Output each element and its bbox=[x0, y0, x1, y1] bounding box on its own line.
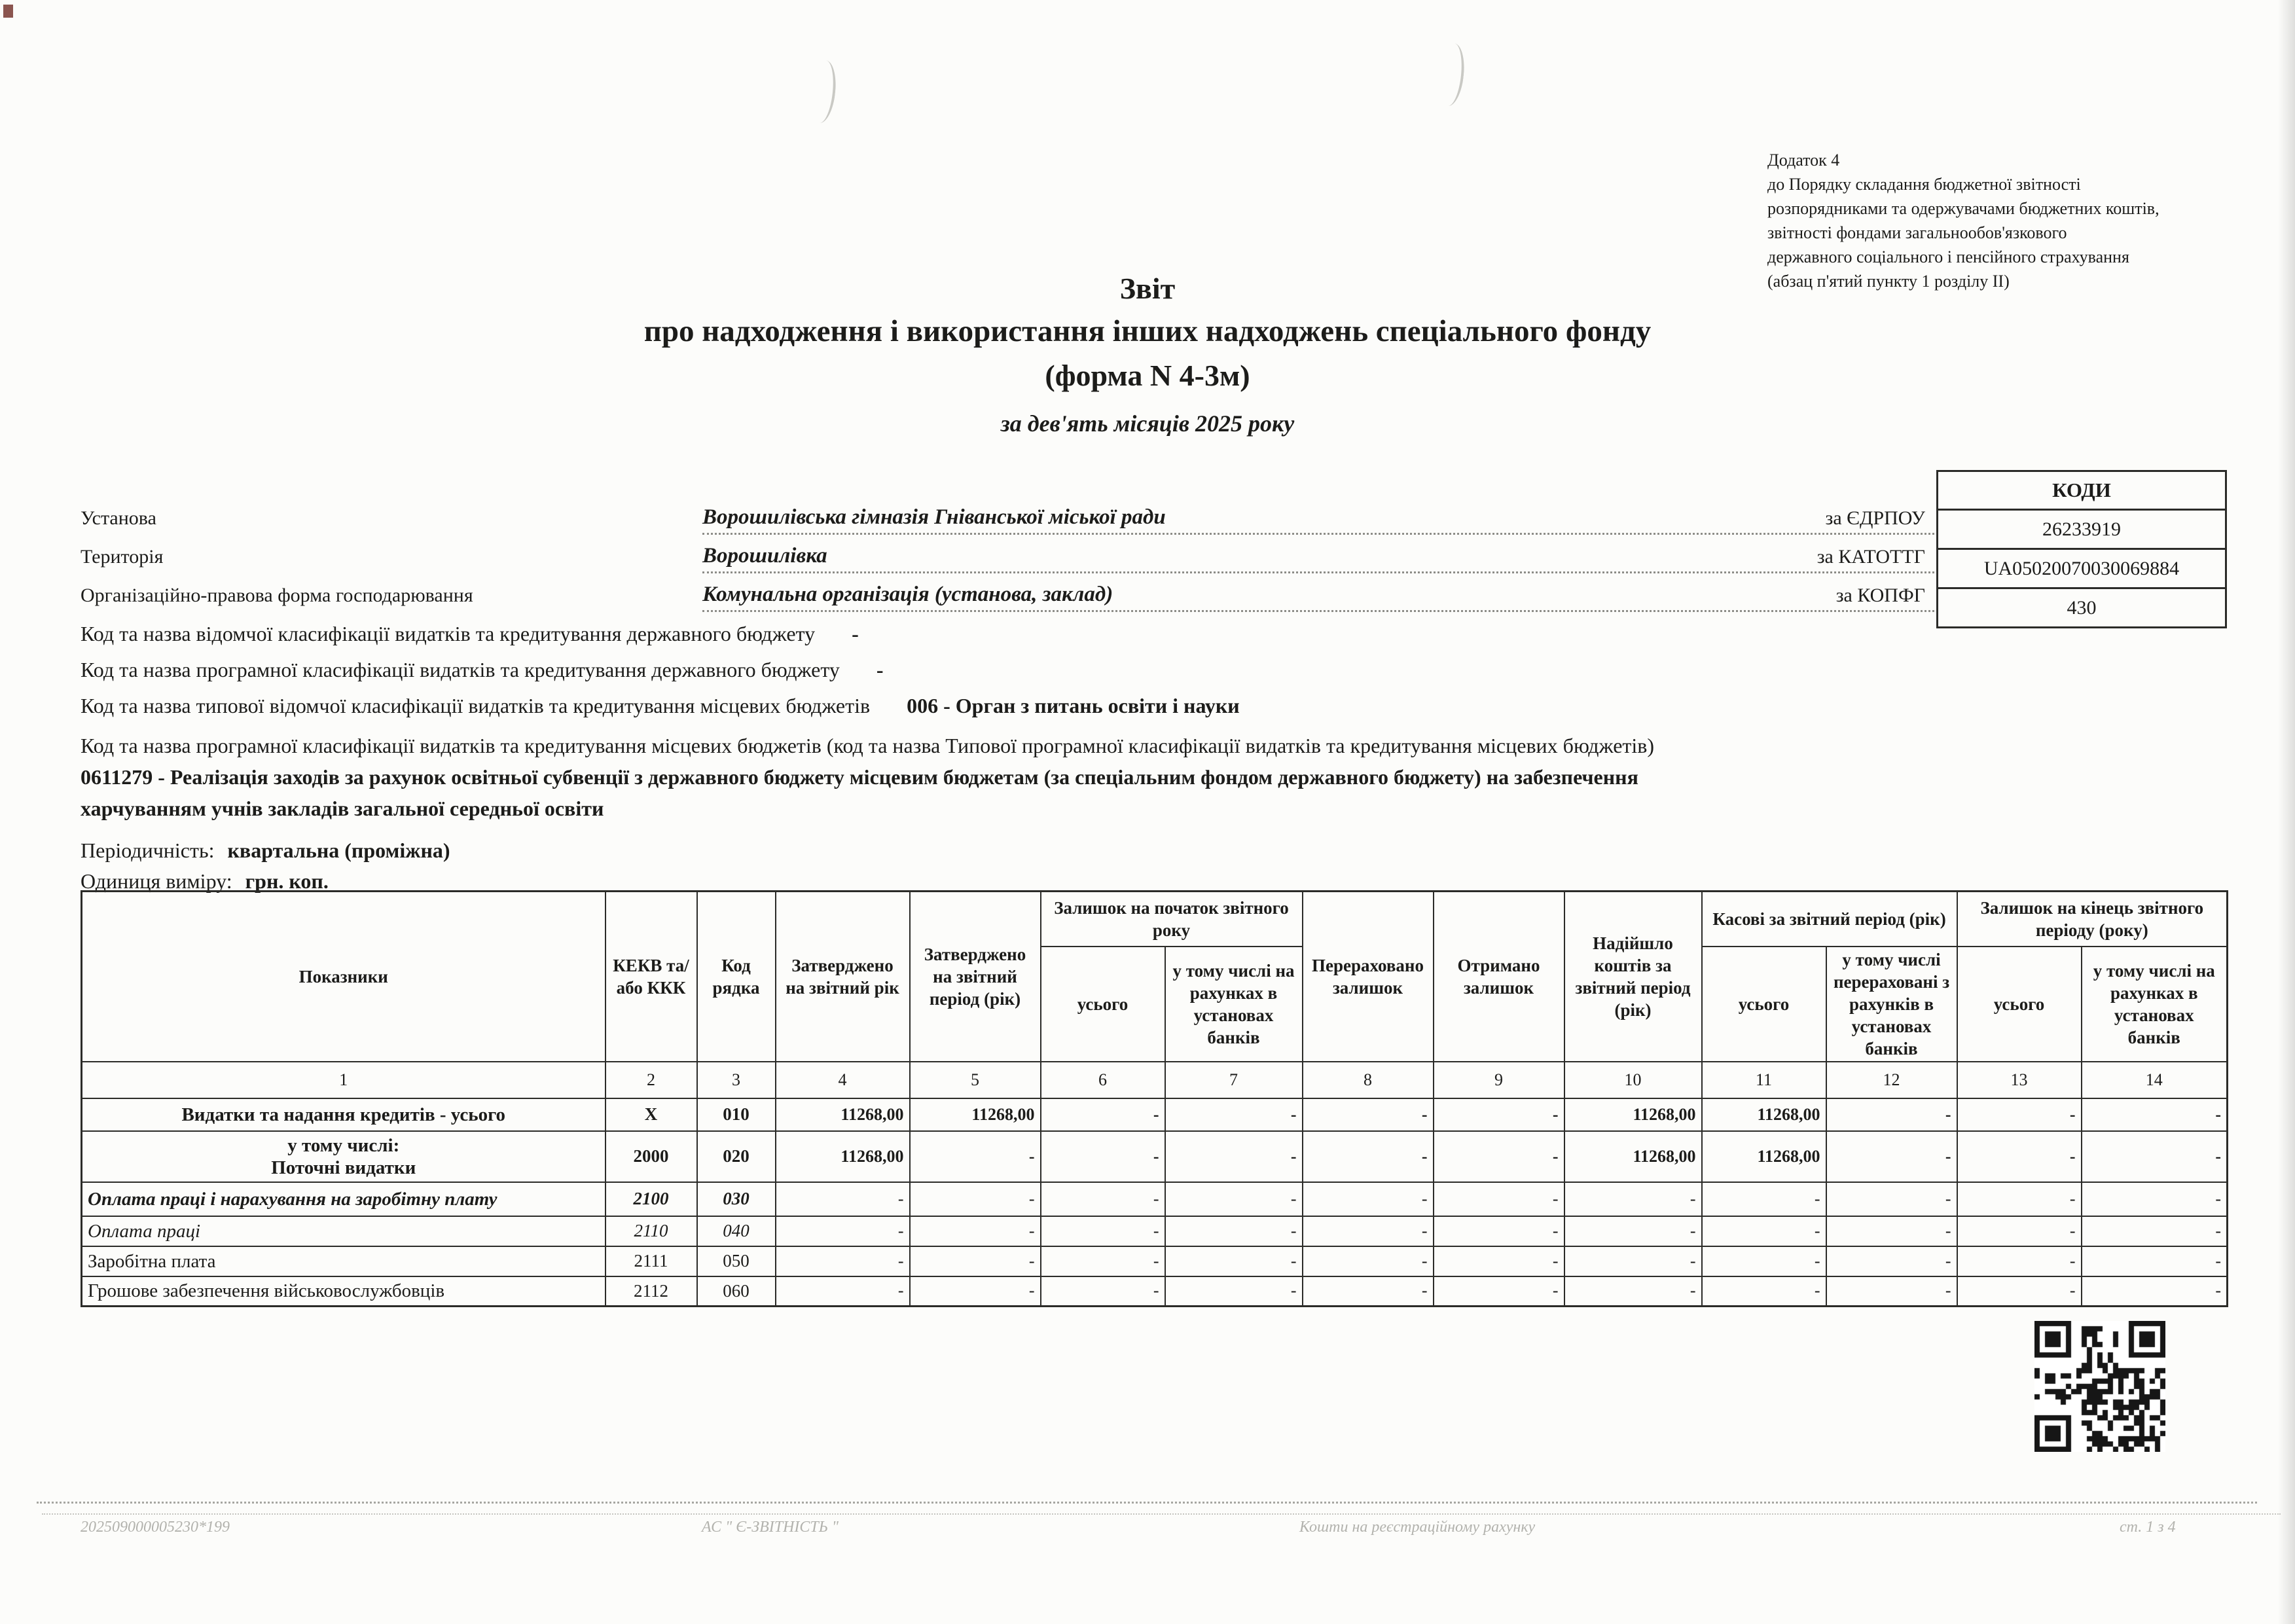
report-meta bbox=[81, 839, 1684, 893]
table-cell: 020 bbox=[697, 1131, 776, 1182]
table-cell: - bbox=[1303, 1131, 1434, 1182]
classification-block bbox=[81, 622, 1684, 900]
territory-label: Територія bbox=[81, 546, 164, 568]
col-header-approved-period: Затверджено на звітний період (рік) bbox=[910, 892, 1041, 1062]
table-cell: - bbox=[2082, 1276, 2228, 1307]
table-cell: - bbox=[1041, 1276, 1165, 1307]
table-cell: - bbox=[1303, 1246, 1434, 1276]
col-header-total-end: усього bbox=[1957, 947, 2082, 1062]
table-cell: - bbox=[1303, 1276, 1434, 1307]
classification-value: - bbox=[876, 658, 884, 681]
table-cell: - bbox=[1702, 1246, 1826, 1276]
kopfg-label: за КОПФГ bbox=[1835, 585, 1925, 606]
legal-form-label: Організаційно-правова форма господарювання bbox=[81, 585, 473, 606]
table-row bbox=[82, 1246, 2228, 1276]
col-header-cash-total: усього bbox=[1702, 947, 1826, 1062]
table-cell: - bbox=[1564, 1216, 1702, 1246]
col-header-bank-accounts-end: у тому числі на рахунках в установах банків bbox=[2082, 947, 2228, 1062]
table-cell: 2111 bbox=[605, 1246, 697, 1276]
table-cell: - bbox=[1434, 1182, 1564, 1216]
info-row-institution bbox=[81, 496, 1934, 535]
table-cell: 11268,00 bbox=[1564, 1131, 1702, 1182]
table-cell: - bbox=[2082, 1216, 2228, 1246]
appendix-line: (абзац п'ятий пункту 1 розділу ІІ) bbox=[1767, 272, 2010, 291]
table-cell: - bbox=[1957, 1098, 2082, 1131]
table-cell: 010 bbox=[697, 1098, 776, 1131]
report-title bbox=[0, 271, 2295, 437]
table-cell: - bbox=[1434, 1098, 1564, 1131]
table-cell: 060 bbox=[697, 1276, 776, 1307]
table-cell: - bbox=[1041, 1098, 1165, 1131]
table-cell: 040 bbox=[697, 1216, 776, 1246]
table-cell: - bbox=[2082, 1098, 2228, 1131]
qr-code bbox=[2034, 1321, 2165, 1452]
table-cell: 11268,00 bbox=[776, 1131, 910, 1182]
katottg-code: UA05020070030069884 bbox=[1938, 550, 2225, 589]
unit-value: грн. коп. bbox=[245, 869, 329, 893]
col-header-transferred-balance: Перераховано залишок bbox=[1303, 892, 1434, 1062]
col-header-funds-received: Надійшло коштів за звітний період (рік) bbox=[1564, 892, 1702, 1062]
table-cell: - bbox=[1165, 1131, 1303, 1182]
territory-value: Ворошилівка bbox=[702, 544, 827, 568]
classification-line bbox=[81, 622, 1684, 646]
periodicity-label: Періодичність: bbox=[81, 839, 215, 862]
table-cell: 11268,00 bbox=[910, 1098, 1041, 1131]
column-number: 2 bbox=[605, 1062, 697, 1098]
classification-line bbox=[81, 658, 1684, 682]
footer-dotted-rule bbox=[42, 1513, 2281, 1515]
classification-line bbox=[81, 694, 1684, 718]
col-header-row-code: Код рядка bbox=[697, 892, 776, 1062]
table-cell: у тому числі: Поточні видатки bbox=[82, 1131, 605, 1182]
table-cell: 11268,00 bbox=[1702, 1131, 1826, 1182]
table-cell: 050 bbox=[697, 1246, 776, 1276]
table-cell: - bbox=[1303, 1216, 1434, 1246]
edrpou-label: за ЄДРПОУ bbox=[1825, 507, 1925, 529]
col-header-indicators: Показники bbox=[82, 892, 605, 1062]
column-number: 7 bbox=[1165, 1062, 1303, 1098]
table-cell: - bbox=[1165, 1246, 1303, 1276]
table-cell: - bbox=[1434, 1216, 1564, 1246]
table-cell: - bbox=[1702, 1276, 1826, 1307]
appendix-line: до Порядку складання бюджетної звітності bbox=[1767, 175, 2081, 194]
table-cell: - bbox=[1041, 1216, 1165, 1246]
legal-form-value: Комунальна організація (установа, заклад) bbox=[702, 583, 1113, 606]
info-row-territory bbox=[81, 535, 1934, 573]
table-row bbox=[82, 1276, 2228, 1307]
column-number-row bbox=[82, 1062, 2228, 1098]
table-header bbox=[82, 892, 2228, 1098]
column-number: 1 bbox=[82, 1062, 605, 1098]
col-header-bank-accounts-start: у тому числі на рахунках в установах банків bbox=[1165, 947, 1303, 1062]
appendix-line: звітності фондами загальнообов'язкового bbox=[1767, 223, 2067, 242]
edrpou-code: 26233919 bbox=[1938, 511, 2225, 550]
program-classification-value: 0611279 - Реалізація заходів за рахунок освітньої субвенції з державного бюджету місцевим бюджетам (за спеціальним фондом державного бюджету) на забезпечення харчуванням учнів закладів загальної середньої освіти bbox=[81, 765, 1638, 820]
group-header-cash: Касові за звітний період (рік) bbox=[1702, 892, 1957, 947]
periodicity-value: квартальна (проміжна) bbox=[227, 839, 450, 862]
table-cell: - bbox=[1303, 1182, 1434, 1216]
table-cell: - bbox=[776, 1276, 910, 1307]
table-body bbox=[82, 1098, 2228, 1307]
footer-system-name: АС " Є-ЗВІТНІСТЬ " bbox=[702, 1519, 839, 1536]
territory-value-line bbox=[702, 544, 1934, 573]
program-classification-paragraph bbox=[81, 730, 1684, 824]
table-cell: - bbox=[1957, 1131, 2082, 1182]
info-row-legal-form bbox=[81, 573, 1934, 612]
codes-header: КОДИ bbox=[1938, 472, 2225, 511]
table-cell: - bbox=[776, 1246, 910, 1276]
col-header-total-start: усього bbox=[1041, 947, 1165, 1062]
table-cell: - bbox=[1041, 1182, 1165, 1216]
institution-info bbox=[81, 496, 1934, 612]
table-cell: - bbox=[2082, 1246, 2228, 1276]
institution-label: Установа bbox=[81, 507, 156, 529]
col-header-kekv: КЕКВ та/або ККК bbox=[605, 892, 697, 1062]
table-row bbox=[82, 1131, 2228, 1182]
table-header-row bbox=[82, 892, 2228, 947]
appendix-line: розпорядниками та одержувачами бюджетних коштів, bbox=[1767, 199, 2159, 218]
column-number: 3 bbox=[697, 1062, 776, 1098]
table-cell: - bbox=[1826, 1216, 1957, 1246]
classification-label: Код та назва програмної класифікації видатків та кредитування державного бюджету bbox=[81, 658, 840, 681]
group-header-balance-start: Залишок на початок звітного року bbox=[1041, 892, 1303, 947]
table-cell: - bbox=[1434, 1246, 1564, 1276]
group-header-balance-end: Залишок на кінець звітного періоду (року) bbox=[1957, 892, 2228, 947]
table-cell: - bbox=[1826, 1131, 1957, 1182]
unit-label: Одиниця виміру: bbox=[81, 869, 232, 893]
column-number: 9 bbox=[1434, 1062, 1564, 1098]
classification-label: Код та назва відомчої класифікації видатків та кредитування державного бюджету bbox=[81, 622, 816, 645]
budget-table bbox=[81, 890, 2228, 1307]
footer-note: Кошти на реєстраційному рахунку bbox=[1299, 1519, 1536, 1536]
table-cell: - bbox=[1957, 1276, 2082, 1307]
report-title-subject: про надходження і використання інших надходжень спеціального фонду bbox=[643, 314, 1652, 348]
kopfg-code: 430 bbox=[2067, 597, 2097, 619]
table-cell: 2100 bbox=[605, 1182, 697, 1216]
table-cell: - bbox=[1434, 1131, 1564, 1182]
scan-corner-artifact bbox=[3, 5, 13, 18]
table-cell: 11268,00 bbox=[776, 1098, 910, 1131]
scan-edge-shadow bbox=[2278, 0, 2295, 1624]
table-cell: - bbox=[776, 1216, 910, 1246]
institution-value: Ворошилівська гімназія Гніванської міської ради bbox=[702, 505, 1166, 529]
appendix-line: Додаток 4 bbox=[1767, 151, 1840, 170]
col-header-received-balance: Отримано залишок bbox=[1434, 892, 1564, 1062]
katottg-label: за КАТОТТГ bbox=[1816, 546, 1925, 568]
table-cell: 11268,00 bbox=[1702, 1098, 1826, 1131]
table-cell: - bbox=[1303, 1098, 1434, 1131]
table-cell: - bbox=[1702, 1216, 1826, 1246]
legal-form-value-line bbox=[702, 583, 1934, 612]
table-cell: 2000 bbox=[605, 1131, 697, 1182]
column-number: 6 bbox=[1041, 1062, 1165, 1098]
table-row bbox=[82, 1182, 2228, 1216]
table-cell: 11268,00 bbox=[1564, 1098, 1702, 1131]
table-cell: X bbox=[605, 1098, 697, 1131]
col-header-approved-year: Затверджено на звітний рік bbox=[776, 892, 910, 1062]
column-number: 12 bbox=[1826, 1062, 1957, 1098]
table-cell: - bbox=[910, 1131, 1041, 1182]
column-number: 10 bbox=[1564, 1062, 1702, 1098]
col-header-cash-from-banks: у тому числі перераховані з рахунків в установах банків bbox=[1826, 947, 1957, 1062]
table-cell: - bbox=[776, 1182, 910, 1216]
table-cell: - bbox=[1041, 1246, 1165, 1276]
table-cell: - bbox=[1165, 1098, 1303, 1131]
table-cell: - bbox=[1165, 1216, 1303, 1246]
table-cell: - bbox=[910, 1182, 1041, 1216]
column-number: 13 bbox=[1957, 1062, 2082, 1098]
periodicity-line bbox=[81, 839, 1684, 863]
table-cell: - bbox=[1564, 1276, 1702, 1307]
table-cell: 2110 bbox=[605, 1216, 697, 1246]
table-cell: - bbox=[1165, 1182, 1303, 1216]
classification-value: 006 - Орган з питань освіти і науки bbox=[907, 694, 1240, 717]
program-classification-label: Код та назва програмної класифікації видатків та кредитування місцевих бюджетів (код та назва Типової програмної класифікації видатків та кредитування місцевих бюджетів) bbox=[81, 734, 1655, 757]
table-row bbox=[82, 1216, 2228, 1246]
classification-value: - bbox=[852, 622, 859, 645]
table-cell: - bbox=[2082, 1182, 2228, 1216]
table-cell: - bbox=[910, 1216, 1041, 1246]
table-cell: 2112 bbox=[605, 1276, 697, 1307]
column-number: 4 bbox=[776, 1062, 910, 1098]
column-number: 5 bbox=[910, 1062, 1041, 1098]
column-number: 8 bbox=[1303, 1062, 1434, 1098]
table-cell: - bbox=[1957, 1246, 2082, 1276]
footer-page-number: ст. 1 з 4 bbox=[2120, 1519, 2176, 1536]
codes-box bbox=[1936, 470, 2227, 628]
classification-label: Код та назва типової відомчої класифікації видатків та кредитування місцевих бюджетів bbox=[81, 694, 871, 717]
institution-value-line bbox=[702, 505, 1934, 535]
scan-curl-artifact bbox=[1436, 42, 1467, 107]
column-number: 14 bbox=[2082, 1062, 2228, 1098]
table-cell: - bbox=[1826, 1098, 1957, 1131]
scan-curl-artifact bbox=[807, 59, 839, 124]
table-cell: - bbox=[1041, 1131, 1165, 1182]
table-cell: Оплата праці і нарахування на заробітну плату bbox=[82, 1182, 605, 1216]
table-cell: - bbox=[1957, 1182, 2082, 1216]
table-cell: - bbox=[910, 1276, 1041, 1307]
table-cell: Заробітна плата bbox=[82, 1246, 605, 1276]
table-cell: Грошове забезпечення військовослужбовців bbox=[82, 1276, 605, 1307]
column-number: 11 bbox=[1702, 1062, 1826, 1098]
table-cell: - bbox=[2082, 1131, 2228, 1182]
table-row bbox=[82, 1098, 2228, 1131]
report-form-number: (форма N 4-3м) bbox=[1045, 359, 1250, 392]
report-title-word: Звіт bbox=[1119, 272, 1176, 305]
table-cell: - bbox=[1957, 1216, 2082, 1246]
table-cell: - bbox=[1826, 1182, 1957, 1216]
report-period: за дев'ять місяців 2025 року bbox=[1000, 410, 1295, 437]
table-cell: - bbox=[1564, 1246, 1702, 1276]
table-cell: - bbox=[1564, 1182, 1702, 1216]
table-cell: - bbox=[1826, 1246, 1957, 1276]
table-cell: - bbox=[1826, 1276, 1957, 1307]
table-cell: - bbox=[1434, 1276, 1564, 1307]
footer-dotted-rule bbox=[37, 1502, 2257, 1504]
table-cell: Видатки та надання кредитів - усього bbox=[82, 1098, 605, 1131]
table-cell: - bbox=[910, 1246, 1041, 1276]
table-cell: - bbox=[1165, 1276, 1303, 1307]
appendix-line: державного соціального і пенсійного страхування bbox=[1767, 247, 2129, 266]
footer-doc-id: 202509000005230*199 bbox=[81, 1519, 230, 1536]
table-cell: Оплата праці bbox=[82, 1216, 605, 1246]
table-cell: - bbox=[1702, 1182, 1826, 1216]
table-cell: 030 bbox=[697, 1182, 776, 1216]
